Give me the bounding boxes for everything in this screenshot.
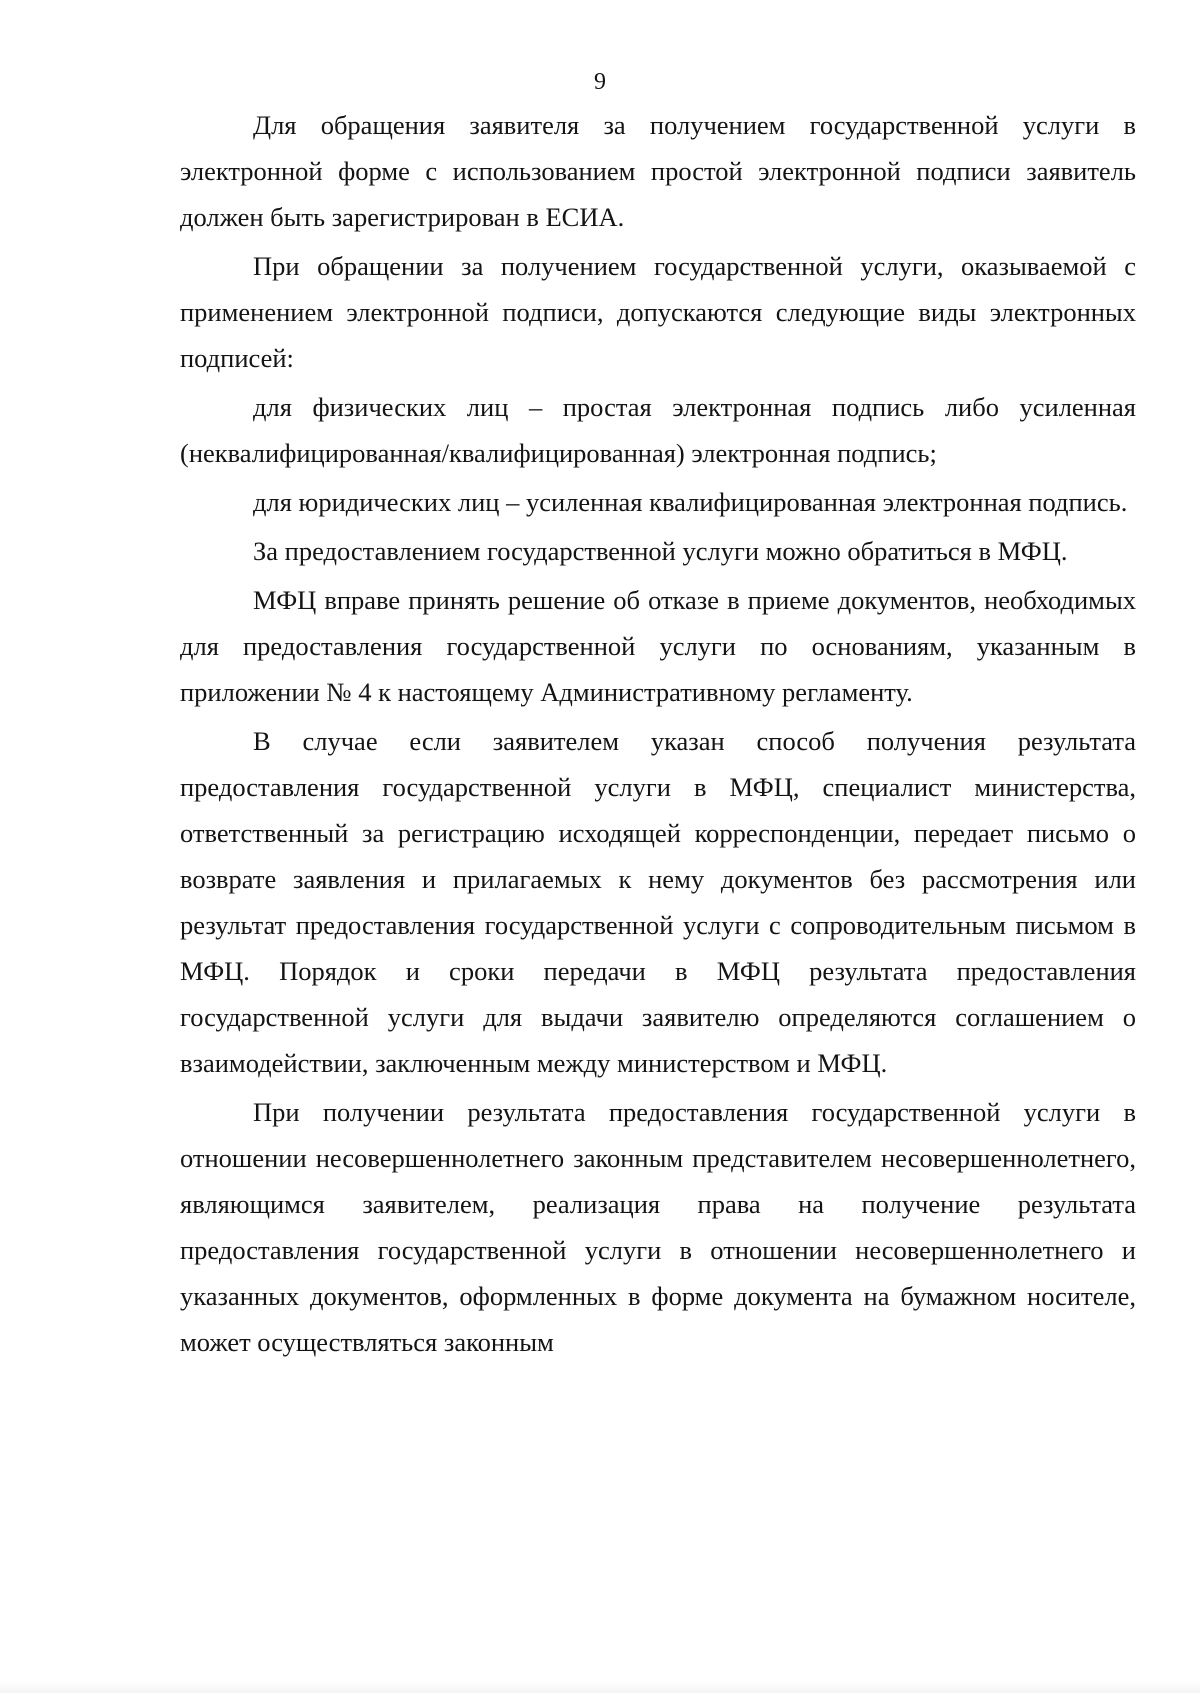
page-number: 9 (594, 69, 606, 95)
paragraph-esia-registration: Для обращения заявителя за получением государственной услуги в электронной форме с использованием простой электронной подписи заявитель должен быть зарегистрирован в ЕСИА. (180, 110, 1136, 232)
paragraph-individuals-signature: для физических лиц – простая электронная подпись либо усиленная (неквалифицированная/квалифицированная) электронная подпись; (180, 392, 1136, 468)
paragraph-mfc-application: За предоставлением государственной услуги можно обратиться в МФЦ. (253, 536, 1068, 566)
paragraph-result-via-mfc: В случае если заявителем указан способ получения результата предоставления государственной услуги в МФЦ, специалист министерства, ответственный за регистрацию исходящей корреспонденции, передает письмо о возврате заявления и прилагаемых к нему документов без рассмотрения или результат предоставления государственной услуги с сопроводительным письмом в МФЦ. Порядок и сроки передачи в МФЦ результата предоставления государственной услуги для выдачи заявителю определяются соглашением о взаимодействии, заключенным между министерством и МФЦ. (180, 726, 1136, 1078)
body-text (180, 102, 1136, 1365)
paragraph-minor-representative: При получении результата предоставления государственной услуги в отношении несовершеннолетнего законным представителем несовершеннолетнего, являющимся заявителем, реализация права на получение результата предоставления государственной услуги в отношении несовершеннолетнего и указанных документов, оформленных в форме документа на бумажном носителе, может осуществляться законным (180, 1097, 1136, 1357)
paragraph-signature-types: При обращении за получением государственной услуги, оказываемой с применением электронной подписи, допускаются следующие виды электронных подписей: (180, 251, 1136, 373)
scan-edge (0, 1682, 1200, 1693)
paragraph-legal-entities-signature: для юридических лиц – усиленная квалифицированная электронная подпись. (253, 487, 1128, 517)
paragraph-mfc-refusal: МФЦ вправе принять решение об отказе в приеме документов, необходимых для предоставления государственной услуги по основаниям, указанным в приложении № 4 к настоящему Административному регламенту. (180, 585, 1136, 707)
